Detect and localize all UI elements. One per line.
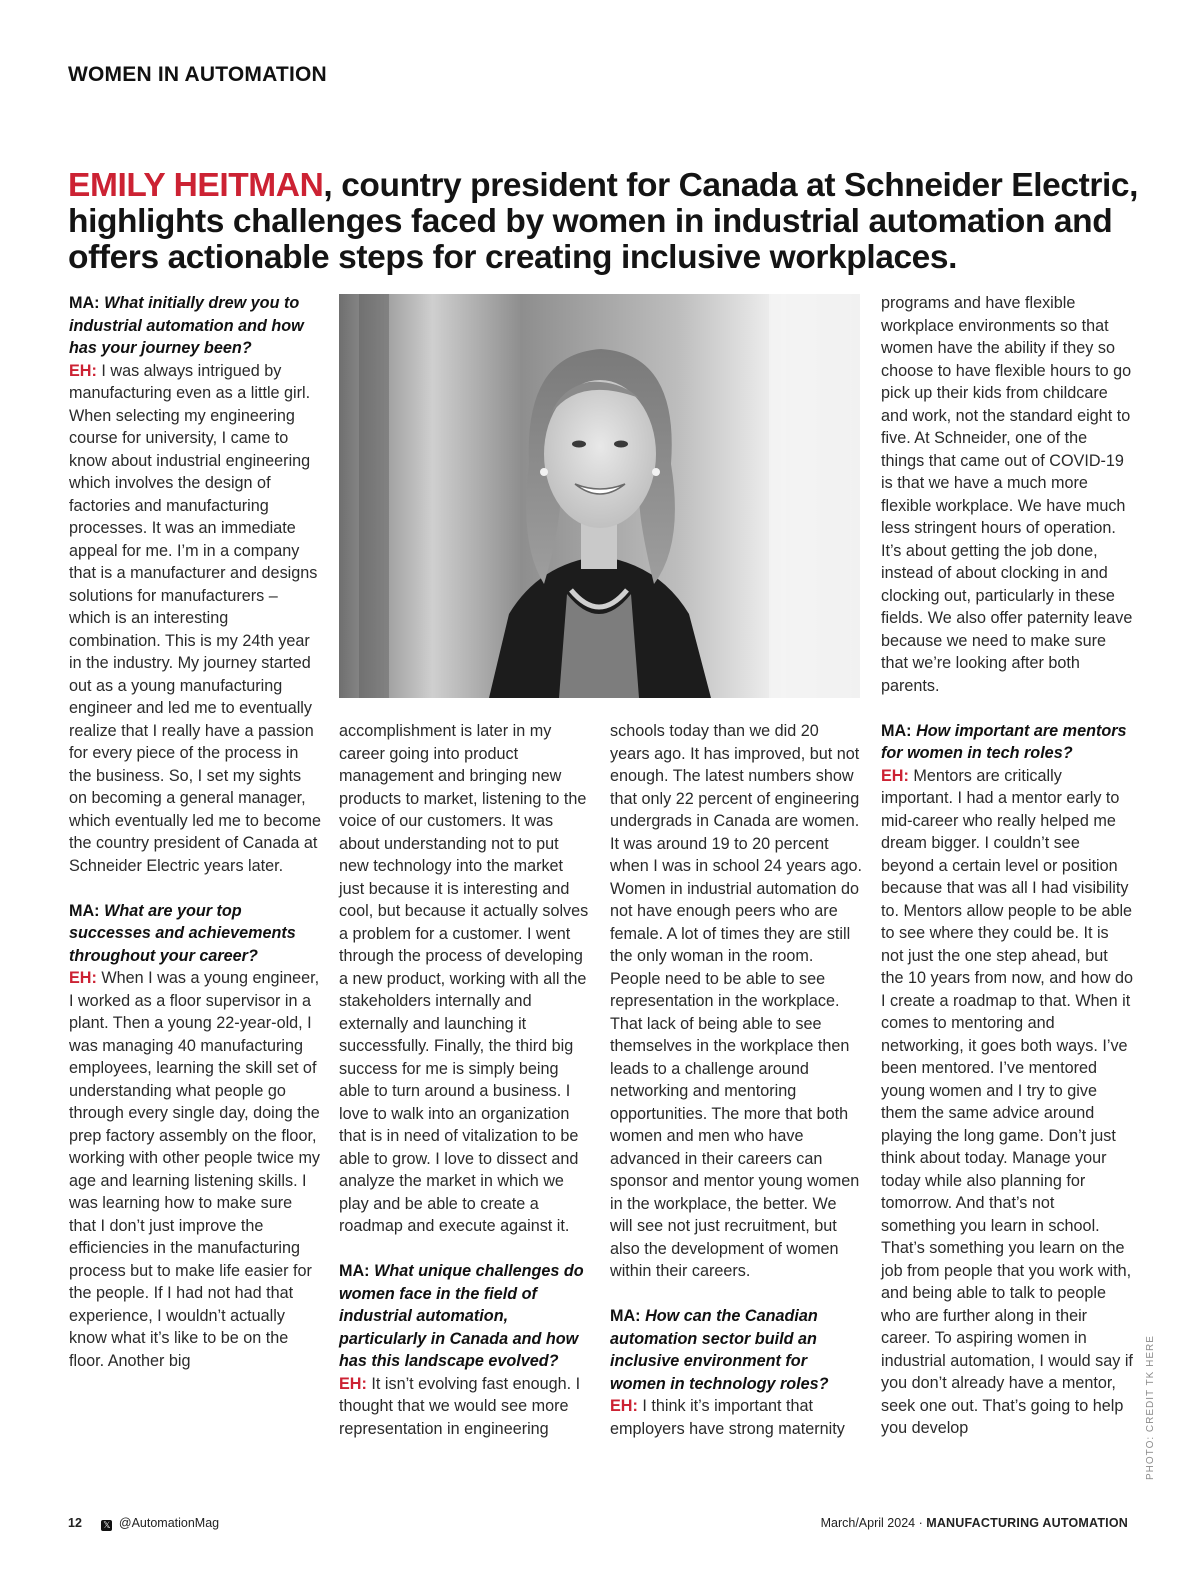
headline [68,168,1158,276]
question-2 [69,900,321,1373]
answer-text: It isn’t evolving fast enough. I thought that we would see more representation in engineering [339,1374,581,1438]
answer-speaker: EH: [69,361,97,380]
answer-text: I think it’s important that employers have strong maternity [610,1397,845,1438]
answer-text: I was always intrigued by manufacturing even as a little girl. When selecting my engineering course for university, I came to know about industrial engineering which involves the design of factories and manufacturing processes. It was an immediate appeal for me. I’m in a company that is a manufacturer and designs solutions for manufacturers – which is an interesting combination. This is my 24th year in the industry. My journey started out as a young manufacturing engineer and led me to eventually realize that I really have a passion for every piece of the process in the business. So, I set my sights on becoming a general manager, which eventually led me to become the country president of Canada at Schneider Electric years later. [69,361,321,875]
answer-text: When I was a young engineer, I worked as a floor supervisor in a plant. Then a young 22-year-old, I was managing 40 manufacturing employees, learning the skill set of understanding what people go through every single day, doing the prep factory assembly on the floor, working with other people twice my age and learning listening skills. I was learning how to make sure that I don’t just improve the efficiencies in the manufacturing process but to make life easier for the people. If I had not had that experience, I wouldn’t actually know what it’s like to be on the floor. Another big [69,969,321,1370]
section-label: WOMEN IN AUTOMATION [68,63,327,86]
question-text: What initially drew you to industrial automation and how has your journey been? [69,294,304,357]
photo-credit: PHOTO: CREDIT TK HERE [1145,1335,1156,1480]
headline-text: , country president for Canada at Schneider Electric, highlights challenges faced by women in industrial automation and offers actionable steps for creating inclusive workplaces. [68,167,1139,276]
social-handle[interactable]: @AutomationMag [118,1516,220,1530]
headline-name: EMILY HEITMAN [68,167,324,204]
question-speaker: MA: [610,1307,641,1325]
footer-left [68,1516,219,1531]
answer-text: schools today than we did 20 years ago. It has improved, but not enough. The latest numbers show that only 22 percent of engineering undergrads in Canada are women. It was around 19 to 20 percent when I was in school 24 years ago. Women in industrial automation do not have enough peers who are female. A lot of times they are still the only woman in the room. People need to be able to see representation in the workplace. That lack of being able to see themselves in the workplace then leads to a challenge around networking and mentoring opportunities. The more that both women and men who have advanced in their careers can sponsor and mentor young women in the workplace, the better. We will see not just recruitment, but also the development of women within their careers. [610,722,862,1280]
question-speaker: MA: [881,721,912,740]
portrait-photo [339,294,860,698]
column-3 [610,720,862,1440]
page-number: 12 [68,1516,82,1530]
magazine-name: MANUFACTURING AUTOMATION [926,1516,1128,1530]
question-speaker: MA: [69,294,100,312]
question-3 [339,1260,591,1440]
answer-speaker: EH: [610,1397,638,1415]
answer-speaker: EH: [339,1374,367,1393]
question-text: What unique challenges do women face in the field of industrial automation, particularly in Canada and how has this landscape evolved? [339,1262,584,1370]
answer-text: accomplishment is later in my career going into product management and bringing new products to market, listening to the voice of our customers. It was about understanding not to put new technology into the market just because it is interesting and cool, but because it actually solves a problem for a customer. I went through the process of developing a new product, working with all the stakeholders internally and externally and launching it successfully. Finally, the third big success for me is simply being able to turn around a business. I love to walk into an organization that is in need of vitalization to be able to grow. I love to dissect and analyze the market in which we play and be able to create a roadmap and execute against it. [339,722,589,1235]
question-text: How can the Canadian automation sector build an inclusive environment for women in technology roles? [610,1307,829,1393]
answer-4-continued [881,292,1133,697]
page-footer [68,1516,1128,1534]
question-speaker: MA: [69,901,100,920]
answer-speaker: EH: [881,766,909,785]
answer-text: Mentors are critically important. I had a mentor early to mid-career who really helped me dream bigger. I couldn’t see beyond a certain level or position because that was all I had visibility to. Mentors allow people to be able to see where they could be. It is not just the one step ahead, but the 10 years from now, and how do I create a roadmap to that. When it comes to mentoring and networking, it goes both ways. I’ve been mentored. I’ve mentored young women and I try to give them the same advice around playing the long game. Don’t just think about today. Manage your today while also planning for tomorrow. And that’s not something you learn in school. That’s something you learn on the job from people that you work with, and being able to talk to people who are further along in their career. To aspiring women in industrial automation, I would say if you don’t already have a mentor, seek one out. That’s going to help you develop [881,766,1133,1437]
answer-speaker: EH: [69,969,97,987]
portrait-illustration [339,294,860,698]
column-4 [881,292,1133,1440]
column-2 [339,720,591,1440]
answer-2-continued [339,720,591,1238]
question-1 [69,292,321,877]
answer-text: programs and have flexible workplace environments so that women have the ability if they so choose to have flexible hours to go pick up their kids from childcare and work, not the standard eight to five. At Schneider, one of the things that came out of COVID-19 is that we have a much more flexible workplace. We have much less stringent hours of operation. It’s about getting the job done, instead of about clocking in and clocking out, particularly in these fields. We also offer paternity leave because we need to make sure that we’re looking after both parents. [881,294,1133,695]
question-text: How important are mentors for women in tech roles? [881,721,1127,762]
answer-3-continued [610,720,862,1283]
x-logo-icon: 𝕏 [103,1520,111,1530]
question-text: What are your top successes and achievements throughout your career? [69,901,296,965]
question-4 [610,1305,862,1440]
question-5 [881,720,1133,1440]
footer-right [821,1516,1128,1530]
issue-date: March/April 2024 · [820,1516,927,1530]
question-speaker: MA: [339,1262,370,1280]
column-1 [69,292,321,1372]
